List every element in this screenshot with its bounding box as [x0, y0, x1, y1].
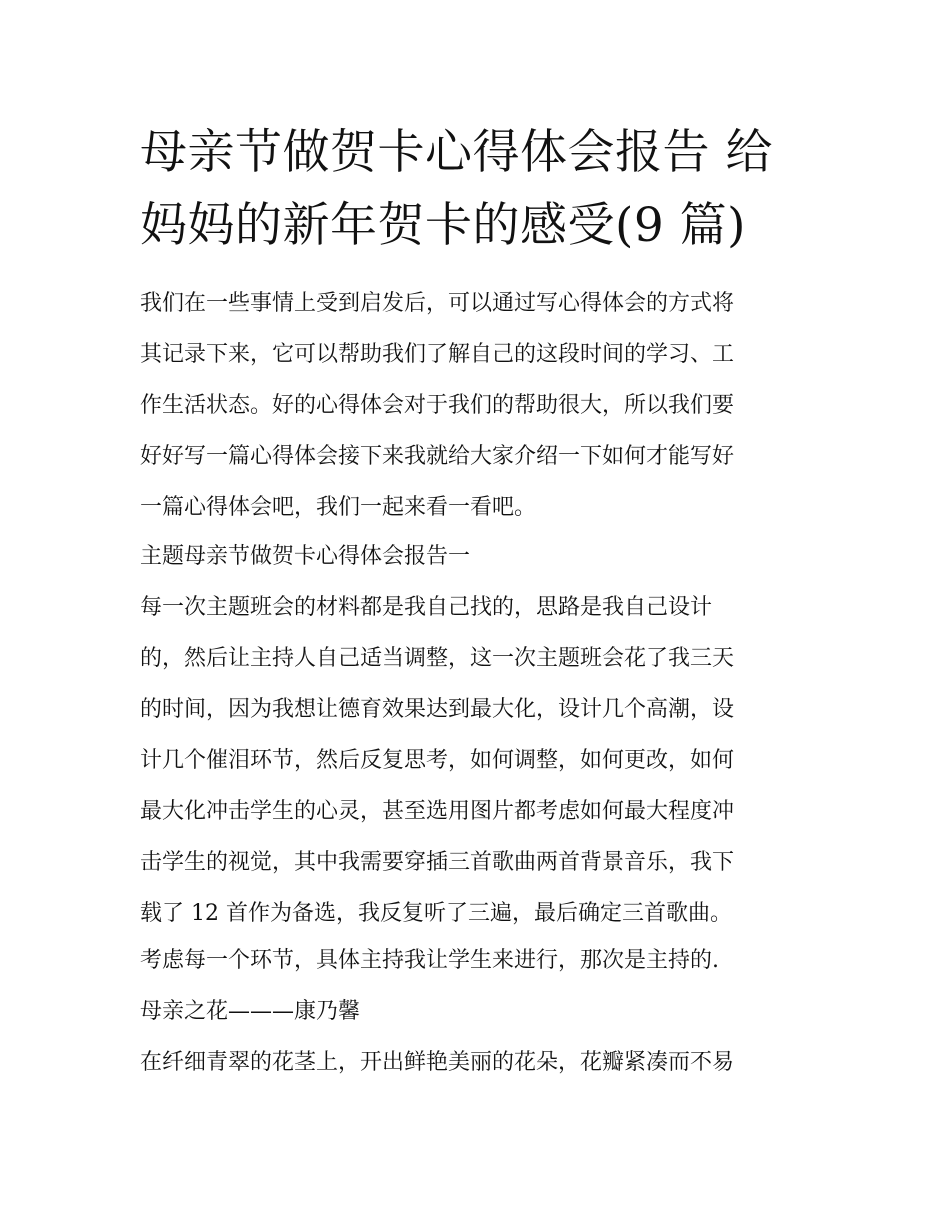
- intro-line-3: 作生活状态。好的心得体会对于我们的帮助很大，所以我们要: [140, 393, 735, 418]
- document-title: [140, 116, 820, 262]
- section-1-heading-text: 主题母亲节做贺卡心得体会报告一: [140, 544, 471, 569]
- section-2-heading-text: 母亲之花———康乃馨: [140, 999, 361, 1024]
- section-1-line-5: 最大化冲击学生的心灵，甚至选用图片都考虑如何最大程度冲: [140, 799, 735, 824]
- section-1-heading: [140, 531, 820, 582]
- section-2-line-1: 在纤细青翠的花茎上，开出鲜艳美丽的花朵，花瓣紧凑而不易: [140, 1050, 735, 1075]
- title-line-1: 母亲节做贺卡心得体会报告 给: [140, 125, 773, 180]
- section-1-line-3: 的时间，因为我想让德育效果达到最大化，设计几个高潮，设: [140, 697, 735, 722]
- section-1-line-4: 计几个催泪环节，然后反复思考，如何调整，如何更改，如何: [140, 748, 735, 773]
- intro-paragraph: [140, 278, 820, 533]
- section-1-line-1: 每一次主题班会的材料都是我自己找的，思路是我自己设计: [140, 595, 713, 620]
- intro-line-2: 其记录下来，它可以帮助我们了解自己的这段时间的学习、工: [140, 342, 735, 367]
- section-1-closing-text: 考虑每一个环节，具体主持我让学生来进行，那次是主持的.: [140, 948, 719, 973]
- section-1-line-2: 的，然后让主持人自己适当调整，这一次主题班会花了我三天: [140, 646, 735, 671]
- section-1-line-7: 载了 12 首作为备选，我反复听了三遍，最后确定三首歌曲。: [140, 901, 732, 926]
- intro-line-1: 我们在一些事情上受到启发后，可以通过写心得体会的方式将: [140, 291, 735, 316]
- section-1-line-6: 击学生的视觉，其中我需要穿插三首歌曲两首背景音乐，我下: [140, 850, 735, 875]
- section-1-closing: [140, 935, 820, 986]
- section-1-paragraph: [140, 582, 820, 939]
- title-line-2: 妈妈的新年贺卡的感受(9 篇): [140, 198, 747, 253]
- section-2-paragraph: [140, 1037, 820, 1088]
- intro-line-4: 好好写一篇心得体会接下来我就给大家介绍一下如何才能写好: [140, 444, 735, 469]
- intro-line-5: 一篇心得体会吧，我们一起来看一看吧。: [140, 495, 537, 520]
- section-2-heading: [140, 986, 820, 1037]
